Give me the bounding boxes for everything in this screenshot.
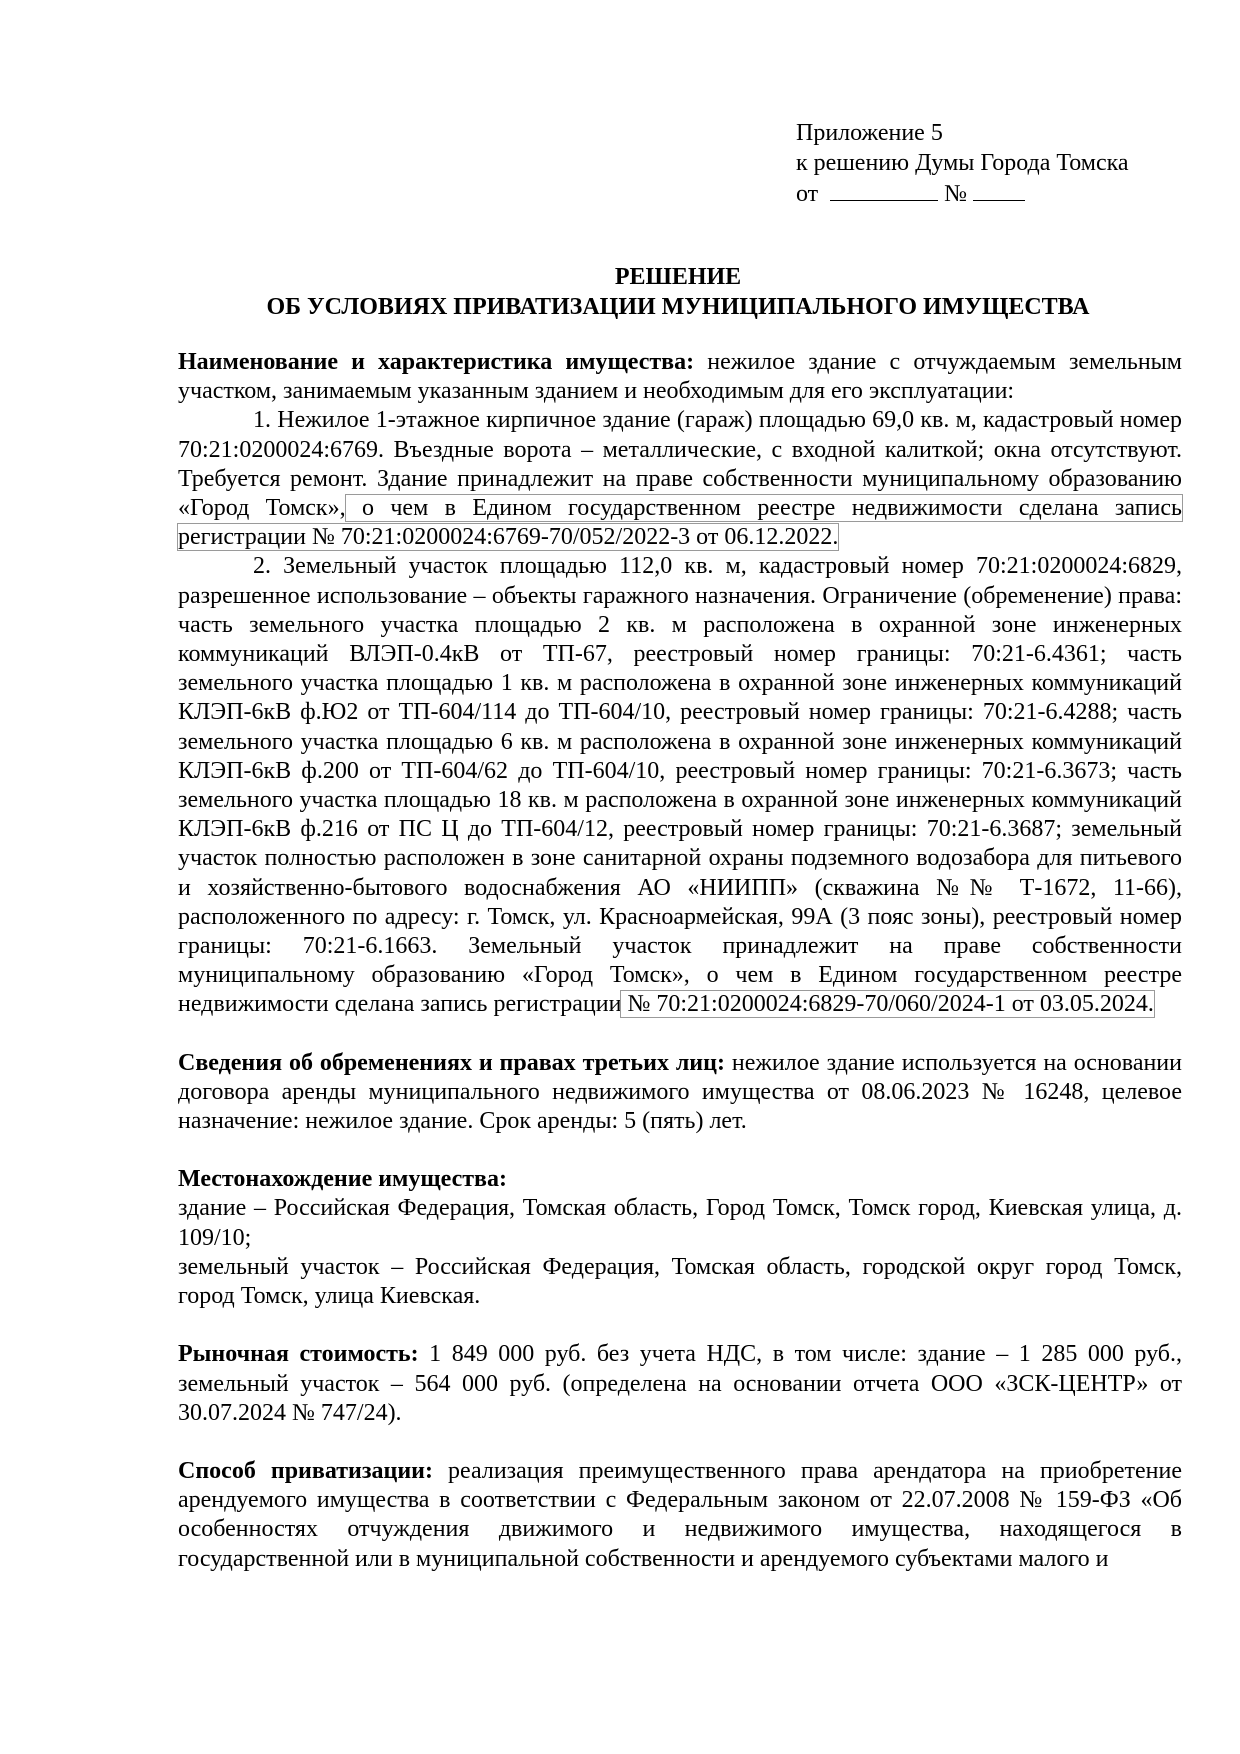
appendix-date-line [796,178,1176,209]
property-item-1-text: 1. Нежилое 1-этажное кирпичное здание (гараж) площадью 69,0 кв. м, кадастровый номер 70:21:0200024:6769. Въездные ворота – металлические, с входной калиткой; окна отсутствуют. Требуется ремонт. Здание принадлежит на праве собственности муниципальному образованию «Город Томск», [178,407,1182,522]
encumbrances-text: нежилое здание используется на основании договора аренды муниципального недвижимого имущества от 08.06.2023 № 16248, целевое назначение: нежилое здание. Срок аренды: 5 (пять) лет. [178,1049,1182,1135]
location-heading: Местонахождение имущества: [178,1166,508,1193]
number-label: № [944,181,968,207]
location-building: здание – Российская Федерация, Томская область, Город Томск, Томск город, Киевская улица, д. 109/10; [178,1195,1182,1251]
number-blank [973,178,1025,201]
property-intro-paragraph [178,348,1182,406]
appendix-reference: к решению Думы Города Томска [796,150,1129,176]
date-blank [830,178,938,201]
appendix-title: Приложение 5 [796,120,943,146]
property-intro: нежилое здание с отчуждаемым земельным участком, занимаемым указанным зданием и необходимым для его эксплуатации: [178,349,1182,405]
spacer [178,1428,1182,1457]
method-paragraph [178,1457,1182,1574]
spacer [178,1020,1182,1049]
property-item-1 [178,406,1182,552]
encumbrances-heading: Сведения об обременениях и правах третьих лиц: [178,1049,725,1076]
date-label: от [796,181,819,207]
property-item-2-registration: № 70:21:0200024:6829-70/060/2024-1 от 03.05.2024. [621,991,1154,1018]
document-subtitle: ОБ УСЛОВИЯХ ПРИВАТИЗАЦИИ МУНИЦИПАЛЬНОГО ИМУЩЕСТВА [266,294,1090,320]
spacer [178,1136,1182,1165]
document-title: РЕШЕНИЕ [614,264,742,290]
appendix-block [796,118,1176,209]
encumbrances-paragraph [178,1049,1182,1137]
property-item-2 [178,552,1182,1019]
market-value-paragraph [178,1340,1182,1428]
property-item-1-registration: о чем в Едином государственном реестре недвижимости сделана запись регистрации № 70:21:0200024:6769-70/052/2022-3 от 06.12.2022. [178,495,1182,551]
location-heading-paragraph [178,1165,1182,1194]
spacer [178,1311,1182,1340]
method-text: реализация преимущественного права арендатора на приобретение арендуемого имущества в соответствии с Федеральным законом от 22.07.2008 № 159-ФЗ «Об особенностях отчуждения движимого и недвижимого имущества, находящегося в государственной или в муниципальной собственности и арендуемого субъектами малого и [178,1457,1182,1572]
document-body [178,348,1182,1574]
method-heading: Способ приватизации: [178,1457,433,1484]
property-item-2-text: 2. Земельный участок площадью 112,0 кв. м, кадастровый номер 70:21:0200024:6829, разрешенное использование – объекты гаражного назначения. Ограничение (обременение) права: часть земельного участка площадью 2 кв. м расположена в охранной зоне инженерных коммуникаций ВЛЭП-0.4кВ от ТП-67, реестровый номер границы: 70:21-6.4361; часть земельного участка площадью 1 кв. м расположена в охранной зоне инженерных коммуникаций КЛЭП-6кВ ф.Ю2 от ТП-604/114 до ТП-604/10, реестровый номер границы: 70:21-6.4288; часть земельного участка площадью 6 кв. м расположена в охранной зоне инженерных коммуникаций КЛЭП-6кВ ф.200 от ТП-604/62 до ТП-604/10, реестровый номер границы: 70:21-6.3673; часть земельного участка площадью 18 кв. м расположена в охранной зоне инженерных коммуникаций КЛЭП-6кВ ф.216 от ПС Ц до ТП-604/12, реестровый номер границы: 70:21-6.3687; земельный участок полностью расположен в зоне санитарной охраны подземного водозабора для питьевого и хозяйственно-бытового водоснабжения АО «НИИПП» (скважина №№ Т-1672, 11-66), расположенного по адресу: г. Томск, ул. Красноармейская, 99А (3 пояс зоны), реестровый номер границы: 70:21-6.1663. Земельный участок принадлежит на праве собственности муниципальному образованию «Город Томск», о чем в Едином государственном реестре недвижимости сделана запись регистрации [178,553,1182,1018]
location-land: земельный участок – Российская Федерация, Томская область, городской округ город Томск, город Томск, улица Киевская. [178,1253,1182,1310]
market-value-text: 1 849 000 руб. без учета НДС, в том числе: здание – 1 285 000 руб., земельный участок – 564 000 руб. (определена на основании отчета ООО «ЗСК-ЦЕНТР» от 30.07.2024 № 747/24). [178,1341,1182,1426]
market-value-heading: Рыночная стоимость: [178,1341,419,1368]
property-heading: Наименование и характеристика имущества: [178,349,695,375]
